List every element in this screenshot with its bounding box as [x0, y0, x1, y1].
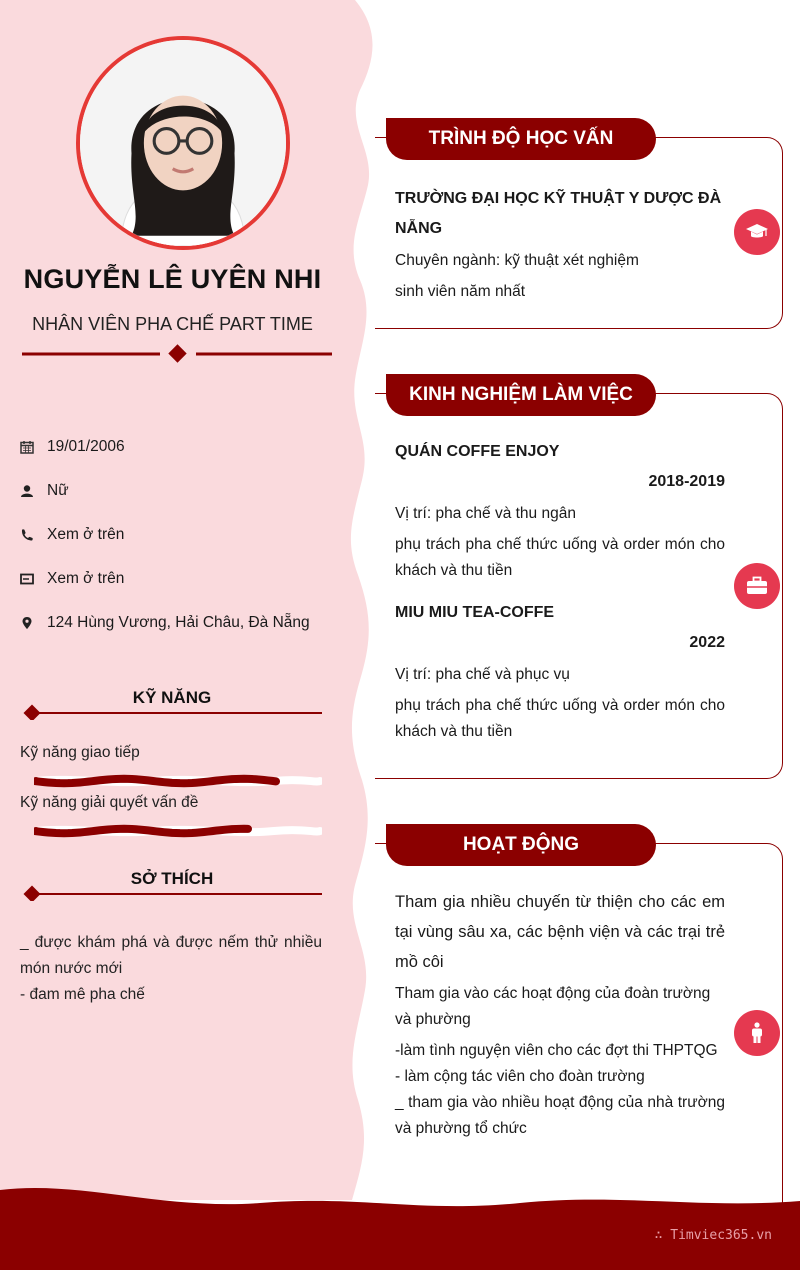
- job-period: 2022: [689, 634, 725, 651]
- email-text: Xem ở trên: [47, 570, 125, 587]
- envelope-icon: [20, 572, 34, 586]
- user-icon: [20, 484, 34, 498]
- education-title: TRÌNH ĐỘ HỌC VẤN: [386, 118, 656, 160]
- birthdate-text: 19/01/2006: [47, 438, 125, 455]
- job-company: QUÁN COFFE ENJOY: [395, 443, 560, 460]
- major: Chuyên ngành: kỹ thuật xét nghiệm: [395, 252, 639, 269]
- address-row: [20, 610, 320, 636]
- activities-content: [395, 887, 725, 1142]
- hobbies-header: [22, 871, 322, 901]
- gender-text: Nữ: [47, 482, 69, 499]
- skills-divider: [22, 700, 322, 720]
- skill-level-communication: [36, 779, 276, 783]
- phone-row: [20, 522, 320, 548]
- job-description: phụ trách pha chế thức uống và order món cho khách và thu tiền: [395, 536, 725, 579]
- hobby-line: _ được khám phá và được nếm thử nhiều món nước mới: [20, 934, 322, 977]
- address-text: 124 Hùng Vương, Hải Châu, Đà Nẵng: [47, 614, 310, 631]
- skills-title: KỸ NĂNG: [132, 688, 212, 707]
- activity-paragraph: -làm tình nguyện viên cho các đợt thi THPTQG: [395, 1042, 718, 1059]
- activity-paragraph: Tham gia vào các hoạt động của đoàn trường và phường: [395, 985, 711, 1028]
- candidate-role: NHÂN VIÊN PHA CHẾ PART TIME: [32, 314, 313, 334]
- skill-bar-communication: [34, 774, 322, 788]
- school-name: TRƯỜNG ĐẠI HỌC KỸ THUẬT Y DƯỢC ĐÀ NẴNG: [395, 190, 722, 237]
- email-row: [20, 566, 320, 592]
- birthdate-row: [20, 434, 320, 460]
- phone-icon: [20, 528, 34, 542]
- contact-info: [20, 434, 320, 654]
- job-description: phụ trách pha chế thức uống và order món cho khách và thu tiền: [395, 697, 725, 740]
- calendar-icon: [20, 440, 34, 454]
- education-content: [395, 184, 725, 305]
- hobbies-title: SỞ THÍCH: [130, 869, 214, 888]
- hobby-line: - đam mê pha chế: [20, 986, 145, 1003]
- briefcase-icon: [734, 563, 780, 609]
- skill-bar-problem-solving: [34, 824, 322, 838]
- job-position: Vị trí: pha chế và thu ngân: [395, 505, 576, 522]
- experience-title: KINH NGHIỆM LÀM VIỆC: [386, 374, 656, 416]
- job-position: Vị trí: pha chế và phục vụ: [395, 666, 570, 683]
- activity-paragraph: - làm cộng tác viên cho đoàn trường: [395, 1068, 645, 1085]
- gender-row: [20, 478, 320, 504]
- profile-photo: [76, 36, 290, 250]
- hobbies-text: [20, 930, 322, 1008]
- skill-label-communication: Kỹ năng giao tiếp: [20, 744, 140, 761]
- experience-content: [395, 439, 725, 745]
- phone-text: Xem ở trên: [47, 526, 125, 543]
- job-company: MIU MIU TEA-COFFE: [395, 604, 555, 621]
- activity-paragraph: Tham gia nhiều chuyến từ thiện cho các em tại vùng sâu xa, các bệnh viện và các trại trẻ mồ côi: [395, 893, 725, 971]
- student-year: sinh viên năm nhất: [395, 283, 526, 300]
- location-pin-icon: [20, 616, 34, 630]
- activities-title: HOẠT ĐỘNG: [386, 824, 656, 866]
- person-icon: [734, 1010, 780, 1056]
- graduation-cap-icon: [734, 209, 780, 255]
- skill-label-problem-solving: Kỹ năng giải quyết vấn đề: [20, 794, 199, 811]
- job-period: 2018-2019: [648, 473, 725, 490]
- hobbies-divider: [22, 881, 322, 901]
- candidate-name: NGUYỄN LÊ UYÊN NHI: [23, 264, 322, 294]
- name-divider: [22, 344, 332, 364]
- skill-level-problem-solving: [36, 829, 248, 833]
- activity-paragraph: _ tham gia vào nhiều hoạt động của nhà trường và phường tổ chức: [395, 1094, 725, 1137]
- skills-header: [22, 690, 322, 720]
- footer-brand: ∴ Timviec365.vn: [654, 1228, 772, 1243]
